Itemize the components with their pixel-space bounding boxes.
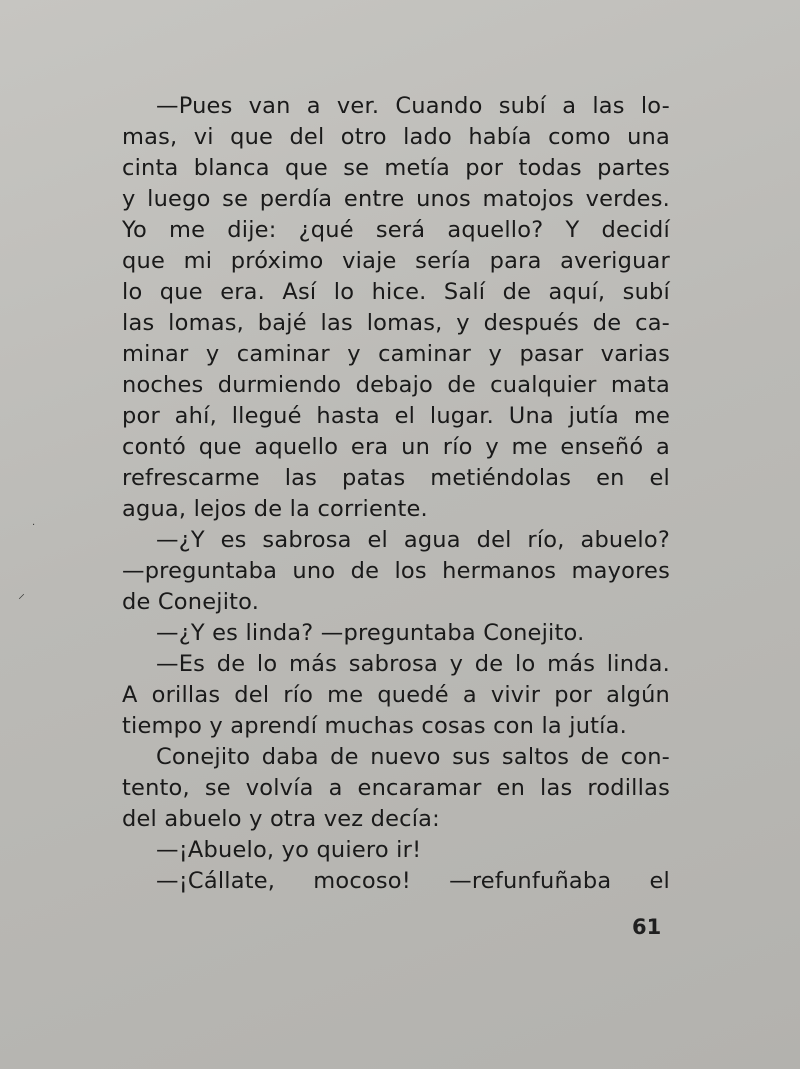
text-line: refrescarme las patas metiéndolas en el: [122, 465, 670, 491]
text-line: —Es de lo más sabrosa y de lo más linda.: [156, 651, 670, 677]
text-line: de Conejito.: [122, 589, 260, 615]
text-line: y luego se perdía entre unos matojos verdes.: [122, 186, 670, 212]
text-line: tiempo y aprendí muchas cosas con la jutía.: [122, 713, 627, 739]
text-line: noches durmiendo debajo de cualquier mata: [122, 372, 670, 398]
text-line: del abuelo y otra vez decía:: [122, 806, 440, 832]
text-body: [122, 91, 670, 897]
text-line: —¿Y es linda? —preguntaba Conejito.: [156, 620, 585, 646]
text-line: —¡Abuelo, yo quiero ir!: [156, 837, 422, 863]
text-line: que mi próximo viaje sería para averiguar: [122, 248, 670, 274]
text-line: cinta blanca que se metía por todas partes: [122, 155, 670, 181]
text-line: Yo me dije: ¿qué será aquello? Y decidí: [122, 217, 670, 243]
text-line: —preguntaba uno de los hermanos mayores: [122, 558, 670, 584]
text-line: tento, se volvía a encaramar en las rodillas: [122, 775, 670, 801]
text-line: mas, vi que del otro lado había como una: [122, 124, 670, 150]
paper-speck: ·: [32, 520, 36, 531]
text-line: —Pues van a ver. Cuando subí a las lo-: [156, 93, 670, 119]
text-line: agua, lejos de la corriente.: [122, 496, 428, 522]
text-line: las lomas, bajé las lomas, y después de ca-: [122, 310, 670, 336]
text-line: contó que aquello era un río y me enseñó a: [122, 434, 670, 460]
text-line: por ahí, llegué hasta el lugar. Una jutía me: [122, 403, 670, 429]
page-number: 61: [632, 915, 662, 939]
text-line: lo que era. Así lo hice. Salí de aquí, subí: [122, 279, 670, 305]
text-line: Conejito daba de nuevo sus saltos de con-: [156, 744, 670, 770]
paper-speck: ⸝: [18, 586, 25, 602]
text-line: —¿Y es sabrosa el agua del río, abuelo?: [156, 527, 670, 553]
text-line: A orillas del río me quedé a vivir por algún: [122, 682, 670, 708]
text-line: minar y caminar y caminar y pasar varias: [122, 341, 670, 367]
text-line: —¡Cállate, mocoso! —refunfuñaba el: [156, 868, 670, 894]
